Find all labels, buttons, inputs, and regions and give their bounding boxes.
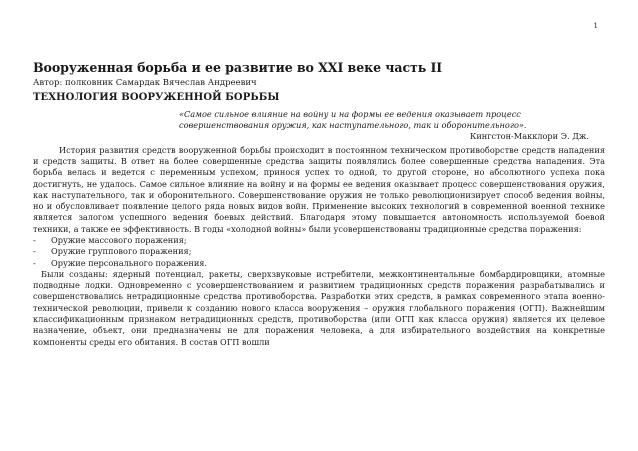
weapons-list [33,235,605,269]
list-marker: - [33,257,36,268]
section-heading: ТЕХНОЛОГИЯ ВООРУЖЕННОЙ БОРЬБЫ [33,92,280,103]
epigraph-attribution: Кингстон-Макклори Э. Дж. [470,131,589,142]
list-item [33,246,605,257]
article-body [33,145,605,348]
list-item [33,258,605,269]
article-author: Автор: полковник Самардак Вячеслав Андреевич [33,78,257,88]
article-title: Вооруженная борьба и ее развитие во XXI веке часть II [33,60,443,75]
list-marker: - [33,246,36,257]
epigraph-quote: «Самое сильное влияние на войну и на формы ее ведения оказывает процесс совершенствования оружия, как наступательного, так и оборонительного». [179,109,527,131]
body-paragraph-1: История развития средств вооруженной борьбы происходит в постоянном техническом противоборстве средств нападения и средств защиты. В ответ на более совершенные средства защиты появлялись более совершенные средства нападения. Эта борьба велась и ведется с переменным успехом, принося успех то одной, то другой стороне, но абсолютного успеха пока достигнуть, не удалось. Самое сильное влияние на войну и на формы ее ведения оказывает процесс совершенствования оружия, как наступательного, так и оборонительного. Совершенствование оружия не только революционизирует способ ведения войны, но и обусловливает появление целого ряда новых видов войн. Применение высоких технологий в современной военной технике является залогом успешного ведения боевых действий. Благодаря этому повышается автономность используемой боевой техники, а также ее эффективность. В годы «холодной войны» были усовершенствованы традиционные средства поражения: [33,144,605,234]
list-item-text: Оружие массового поражения; [51,234,187,245]
body-paragraph-2: Были созданы: ядерный потенциал, ракеты, сверхзвуковые истребители, межконтинентальные бомбардировщики, атомные подводные лодки. Одновременно с усовершенствованием и развитием традиционных средств поражения разрабатывались и совершенствовались нетрадиционные средства противоборства. Разработки этих средств, в рамках современного этапа военно-технической революции, привели к созданию нового класса вооружения – оружия глобального поражения (ОГП). Важнейшим классификационным признаком нетрадиционных средств, противоборства (или ОГП как класса оружия) является их целевое назначение, объект, они предназначены не для поражения человека, а для избирательного воздействия на конкретные компоненты среды его обитания. В состав ОГП вошли [33,268,605,347]
document-content [33,60,605,348]
epigraph [179,109,589,143]
list-item-text: Оружие группового поражения; [51,246,192,257]
list-marker: - [33,234,36,245]
page-number: 1 [593,22,598,30]
list-item [33,235,605,246]
list-item-text: Оружие персонального поражения. [51,257,208,268]
